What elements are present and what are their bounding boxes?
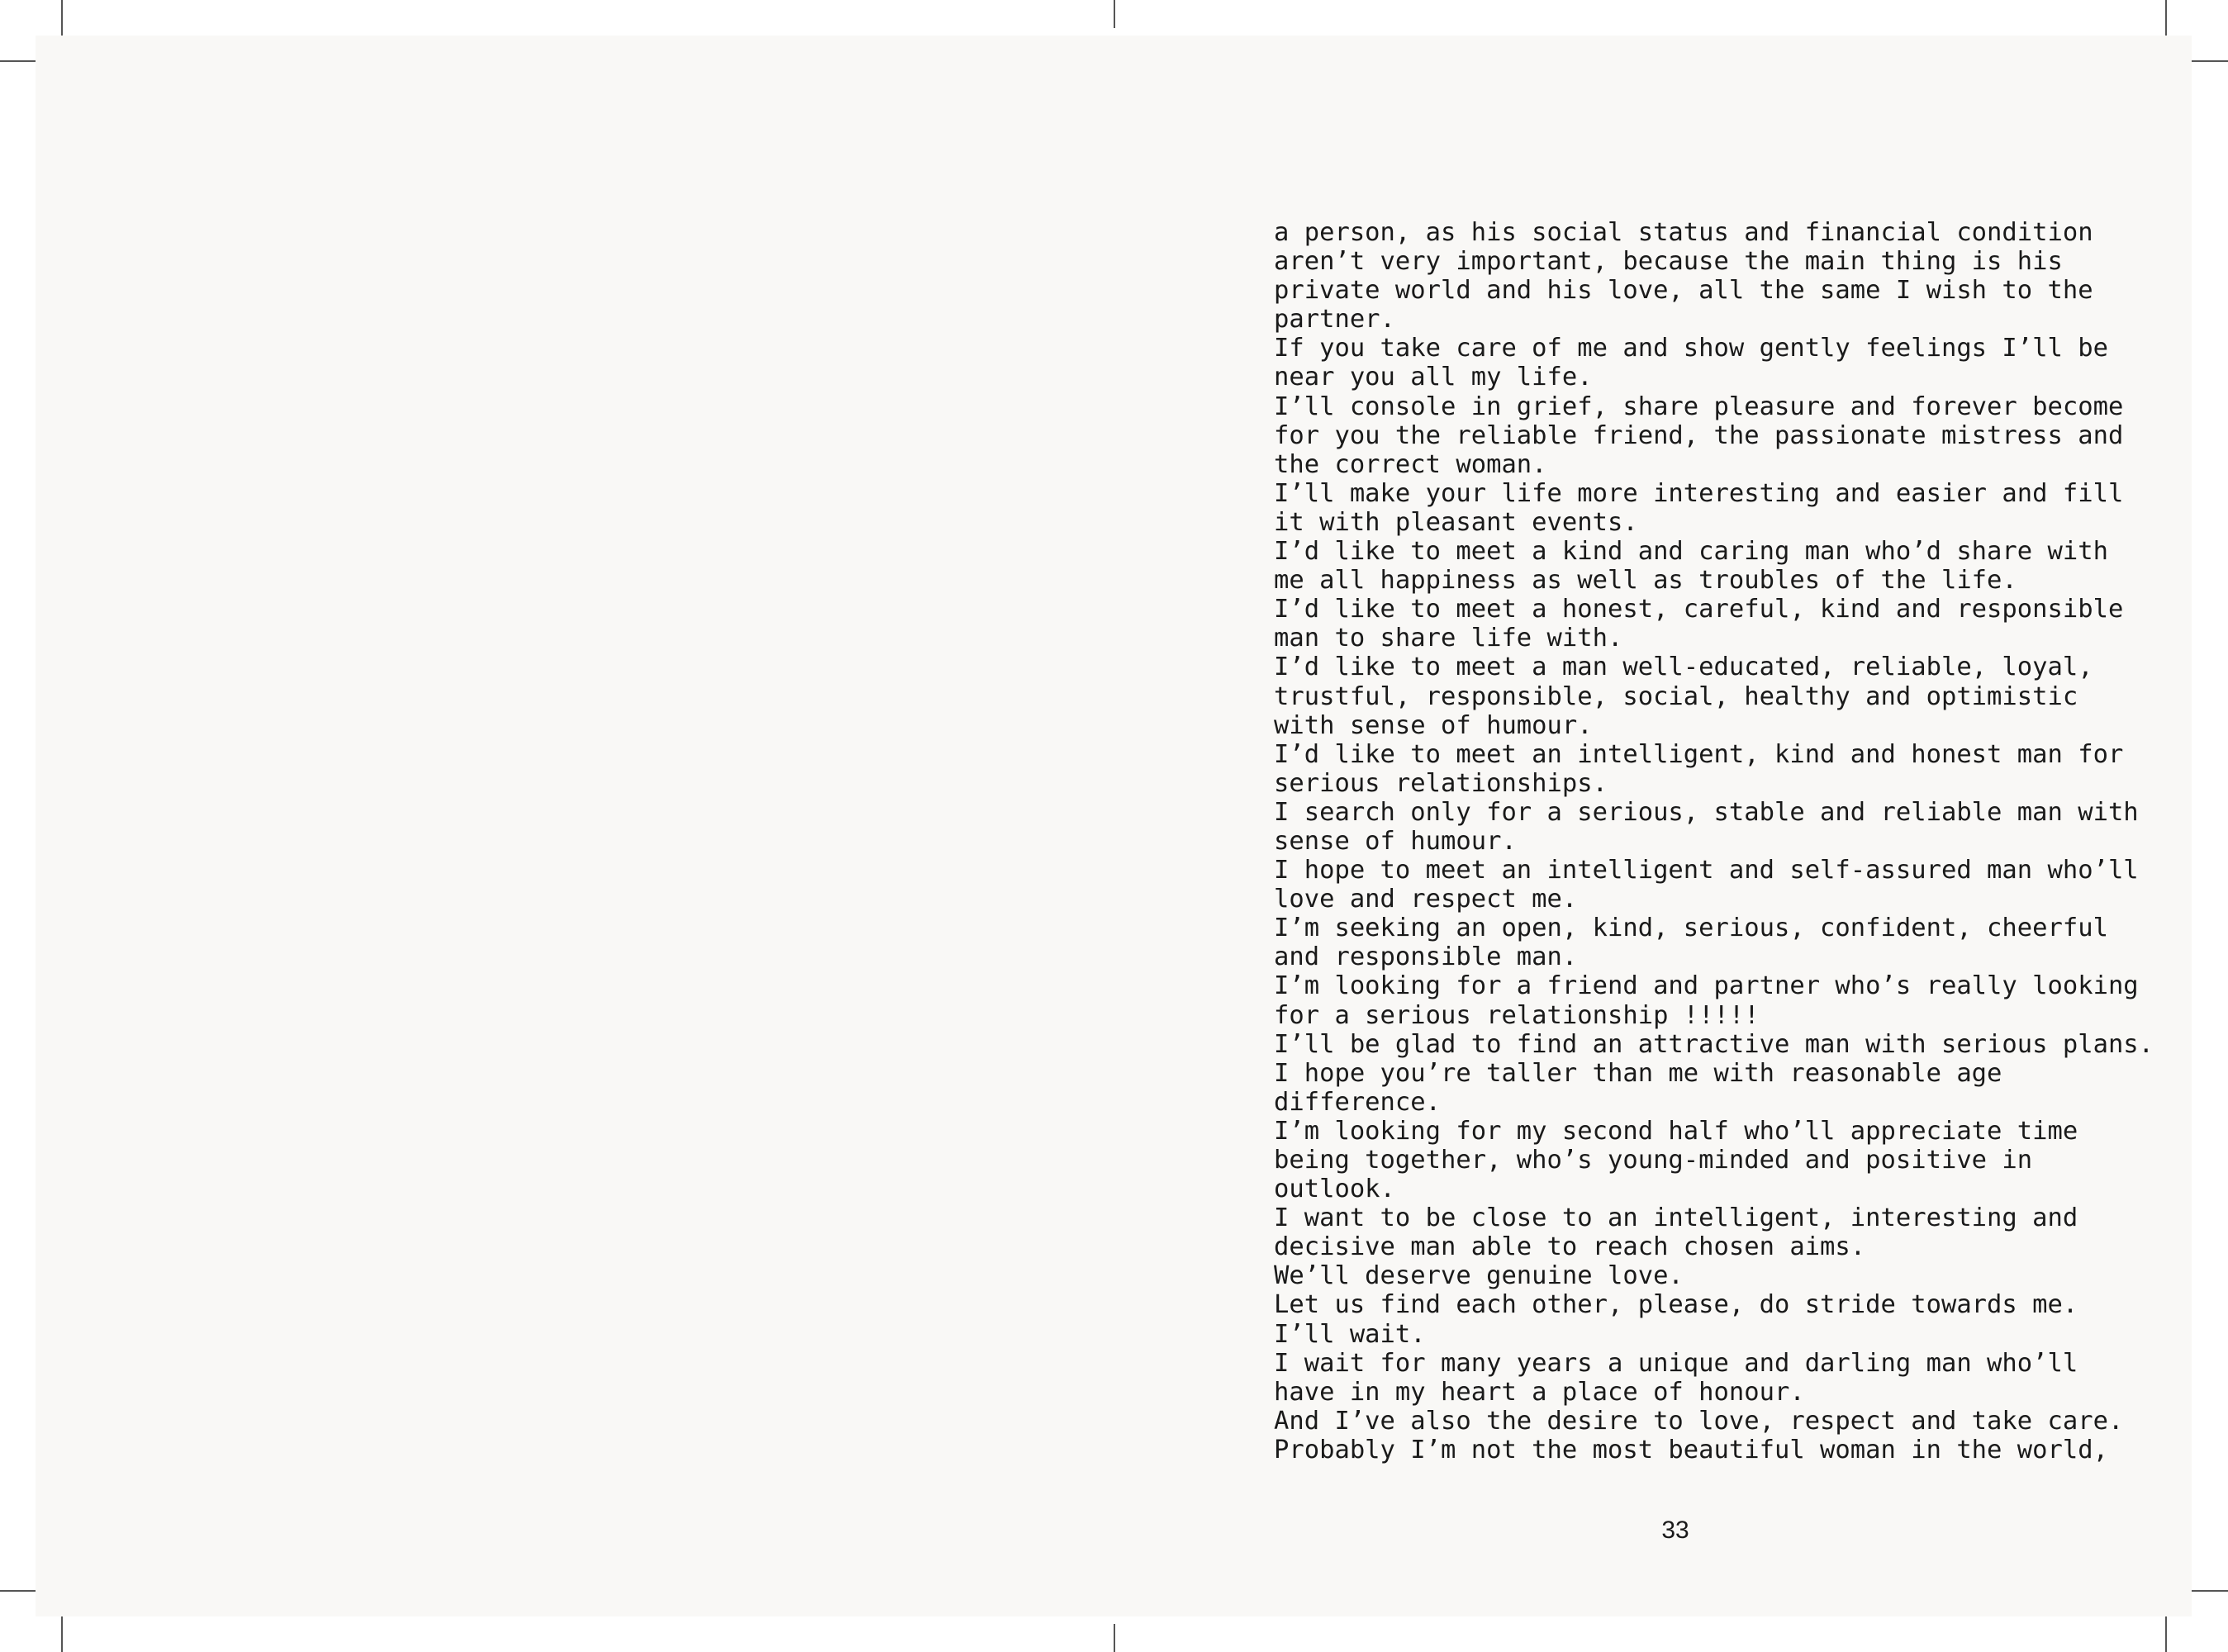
text-line: Let us find each other, please, do stride towards me. bbox=[1274, 1290, 2078, 1320]
text-line: I wait for many years a unique and darling man who’ll bbox=[1274, 1348, 2078, 1378]
text-line: me all happiness as well as troubles of the life. bbox=[1274, 566, 2017, 596]
page-number: 33 bbox=[1661, 1517, 1689, 1544]
text-line: I’d like to meet a kind and caring man who’d share with bbox=[1274, 537, 2108, 567]
text-line: I hope you’re taller than me with reasonable age bbox=[1274, 1058, 2002, 1088]
text-line: aren’t very important, because the main thing is his bbox=[1274, 247, 2063, 277]
text-line: near you all my life. bbox=[1274, 363, 1593, 392]
text-line: I search only for a serious, stable and reliable man with bbox=[1274, 797, 2139, 827]
text-line: I’m looking for a friend and partner who’s really looking bbox=[1274, 971, 2139, 1001]
text-line: with sense of humour. bbox=[1274, 710, 1593, 740]
text-line: serious relationships. bbox=[1274, 768, 1608, 798]
text-line: man to share life with. bbox=[1274, 624, 1623, 653]
crop-mark-top-center bbox=[1114, 0, 1115, 28]
text-line: it with pleasant events. bbox=[1274, 507, 1638, 537]
text-line: I’d like to meet a man well-educated, reliable, loyal, bbox=[1274, 653, 2093, 682]
text-line: being together, who’s young-minded and positive in bbox=[1274, 1146, 2033, 1175]
text-line: I’d like to meet an intelligent, kind and honest man for bbox=[1274, 739, 2124, 769]
body-text bbox=[1274, 218, 2183, 1464]
text-line: If you take care of me and show gently feelings I’ll be bbox=[1274, 334, 2108, 363]
crop-mark-bottom-center bbox=[1114, 1624, 1115, 1652]
text-line: I’ll wait. bbox=[1274, 1319, 1426, 1349]
text-line: I want to be close to an intelligent, interesting and bbox=[1274, 1203, 2078, 1233]
text-line: sense of humour. bbox=[1274, 826, 1517, 856]
text-line: difference. bbox=[1274, 1087, 1441, 1117]
text-line: for a serious relationship !!!!! bbox=[1274, 1000, 1760, 1030]
text-line: have in my heart a place of honour. bbox=[1274, 1377, 1805, 1407]
book-spread bbox=[36, 36, 2192, 1616]
text-line: for you the reliable friend, the passionate mistress and bbox=[1274, 420, 2124, 450]
text-line: a person, as his social status and financial condition bbox=[1274, 218, 2093, 247]
text-line: private world and his love, all the same I wish to the bbox=[1274, 276, 2093, 306]
text-line: decisive man able to reach chosen aims. bbox=[1274, 1232, 1866, 1262]
text-line: I’m looking for my second half who’ll appreciate time bbox=[1274, 1116, 2078, 1146]
text-line: I’m seeking an open, kind, serious, confident, cheerful bbox=[1274, 914, 2108, 943]
text-line: trustful, responsible, social, healthy and optimistic bbox=[1274, 681, 2078, 711]
text-line: love and respect me. bbox=[1274, 885, 1578, 914]
text-line: I’ll console in grief, share pleasure and forever become bbox=[1274, 392, 2124, 421]
text-line: I hope to meet an intelligent and self-assured man who’ll bbox=[1274, 856, 2139, 885]
text-line: And I’ve also the desire to love, respect and take care. bbox=[1274, 1406, 2124, 1436]
text-line: We’ll deserve genuine love. bbox=[1274, 1261, 1684, 1291]
text-line: I’ll be glad to find an attractive man with serious plans. bbox=[1274, 1029, 2154, 1059]
text-line: partner. bbox=[1274, 305, 1395, 335]
text-line: the correct woman. bbox=[1274, 449, 1547, 479]
text-line: and responsible man. bbox=[1274, 942, 1578, 972]
text-line: I’ll make your life more interesting and easier and fill bbox=[1274, 478, 2124, 508]
text-line: I’d like to meet a honest, careful, kind and responsible bbox=[1274, 595, 2124, 624]
text-line: outlook. bbox=[1274, 1175, 1395, 1204]
text-line: Probably I’m not the most beautiful woman in the world, bbox=[1274, 1435, 2108, 1464]
